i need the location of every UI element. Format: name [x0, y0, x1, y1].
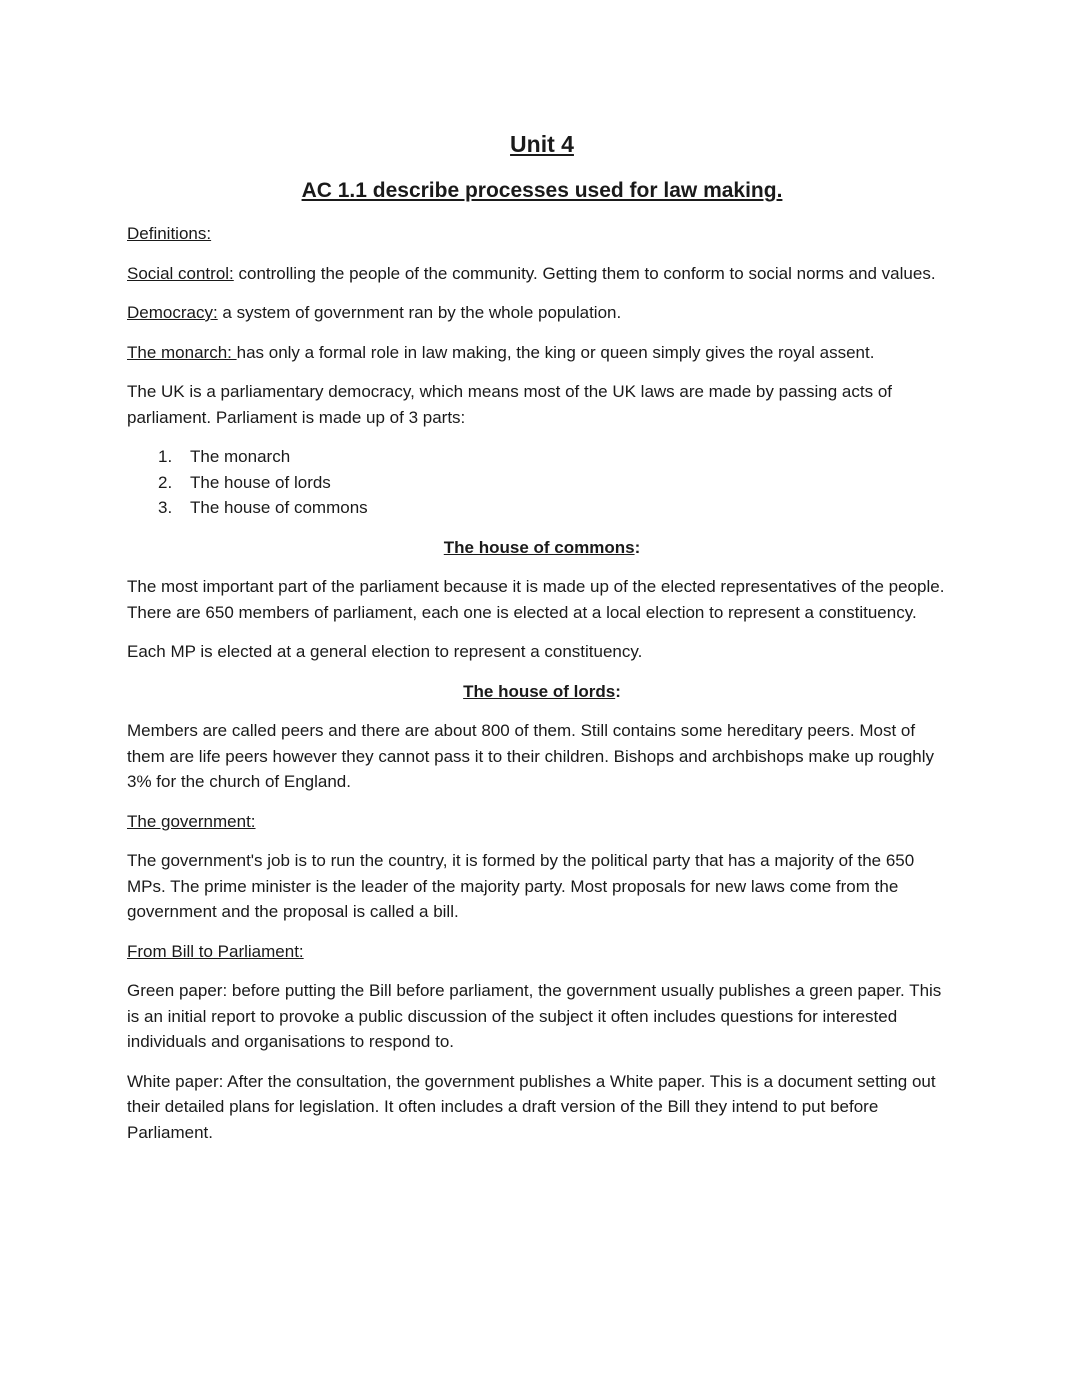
- commons-heading-colon: :: [634, 537, 641, 557]
- parliament-parts-list: [127, 444, 957, 521]
- list-item: [158, 444, 957, 470]
- government-heading: [127, 809, 957, 835]
- ac-title: AC 1.1 describe processes used for law making.: [301, 179, 783, 202]
- lords-heading-colon: :: [615, 681, 621, 701]
- definition-monarch: [127, 340, 957, 366]
- definitions-heading: [127, 221, 957, 247]
- government-paragraph-1: The government's job is to run the country, it is formed by the political party that has a majority of the 650 MPs. The prime minister is the leader of the majority party. Most proposals for new laws come from the government and the proposal is called a bill.: [127, 851, 915, 921]
- lords-paragraph-1: Members are called peers and there are about 800 of them. Still contains some hereditary peers. Most of them are life peers however they cannot pass it to their children. Bishops and archbishops make up roughly 3% for the church of England.: [127, 721, 935, 791]
- commons-heading-text: The house of commons: [443, 537, 635, 557]
- lords-heading-text: The house of lords: [463, 681, 616, 701]
- list-number: 1.: [158, 447, 173, 466]
- list-number: 2.: [158, 472, 173, 492]
- list-label: The house of commons: [190, 498, 368, 517]
- intro-paragraph: The UK is a parliamentary democracy, which means most of the UK laws are made by passing acts of parliament. Parliament is made up of 3 parts:: [127, 382, 893, 427]
- list-item: [158, 470, 957, 496]
- bill-heading: [127, 939, 957, 965]
- commons-heading: [127, 535, 957, 561]
- document-page: [127, 128, 957, 1159]
- list-label: The house of lords: [190, 472, 331, 492]
- lords-heading: [127, 679, 957, 705]
- list-label: The monarch: [190, 447, 291, 466]
- list-number: 3.: [158, 498, 173, 517]
- list-item: [158, 495, 957, 521]
- white-paper-paragraph: White paper: After the consultation, the government publishes a White paper. This is a document setting out their detailed plans for legislation. It often includes a draft version of the Bill they intend to put before Parliament.: [127, 1071, 936, 1142]
- commons-paragraph-2: Each MP is elected at a general election to represent a constituency.: [127, 642, 643, 661]
- text-democracy: a system of government ran by the whole population.: [217, 303, 622, 322]
- unit-title: Unit 4: [510, 131, 574, 157]
- government-heading-text: The government:: [127, 811, 256, 831]
- text-monarch: has only a formal role in law making, the king or queen simply gives the royal assent.: [236, 342, 875, 362]
- definition-social-control: [127, 261, 957, 287]
- term-monarch: The monarch:: [127, 342, 237, 362]
- green-paper-paragraph: Green paper: before putting the Bill before parliament, the government usually publishes a green paper. This is an initial report to provoke a public discussion of the subject it often includes questions for interested individuals and organisations to respond to.: [127, 981, 942, 1051]
- bill-heading-text: From Bill to Parliament:: [127, 941, 304, 961]
- definitions-heading-text: Definitions:: [127, 224, 212, 243]
- definition-democracy: [127, 300, 957, 326]
- term-democracy: Democracy:: [127, 303, 218, 322]
- commons-paragraph-1: The most important part of the parliament because it is made up of the elected representatives of the people. There are 650 members of parliament, each one is elected at a local election to represent a constituency.: [127, 577, 945, 622]
- term-social-control: Social control:: [127, 263, 234, 283]
- text-social-control: controlling the people of the community. Getting them to conform to social norms and values.: [233, 263, 936, 283]
